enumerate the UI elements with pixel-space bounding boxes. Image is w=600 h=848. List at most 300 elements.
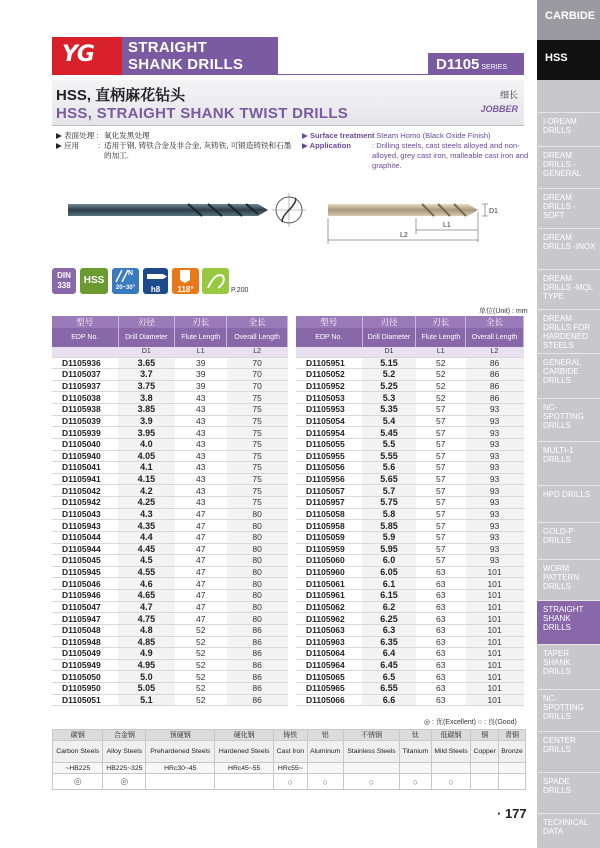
- material-hardness: [499, 763, 526, 774]
- flute-length: 57: [416, 543, 466, 555]
- flute-length: 63: [416, 694, 466, 706]
- flute-length: 43: [175, 462, 227, 474]
- col-l1: L1: [175, 347, 227, 357]
- flute-length: 63: [416, 648, 466, 660]
- drill-table-left: [52, 316, 288, 706]
- flute-length: 43: [175, 450, 227, 462]
- sidebar-item-i-dream[interactable]: I-DREAM DRILLS: [537, 112, 600, 135]
- surface-value-en: : Steam Homo (Black Oxide Finish): [372, 131, 491, 140]
- material-name-cn: 不锈钢: [343, 730, 399, 741]
- table-row: [296, 578, 524, 590]
- helix-type-n-icon: [112, 268, 139, 294]
- brand-logo-text: YG: [62, 42, 94, 67]
- series-code: D1105: [436, 56, 480, 73]
- edp-no: D1105949: [52, 659, 118, 671]
- sidebar-item-dream-mql[interactable]: DREAM DRILLS -MQL TYPE: [537, 269, 600, 301]
- flute-length: 57: [416, 450, 466, 462]
- flute-length: 47: [175, 601, 227, 613]
- overall-length: 93: [466, 462, 524, 474]
- table-row: [296, 497, 524, 509]
- drill-diameter: 4.85: [118, 636, 175, 648]
- drill-diameter: 3.95: [118, 427, 175, 439]
- table-row: [296, 450, 524, 462]
- flute-length: 63: [416, 636, 466, 648]
- flute-length: 52: [175, 694, 227, 706]
- table-row: [296, 590, 524, 602]
- rating-legend: ◎ : 优(Excellent) ○ : 良(Good): [424, 719, 517, 726]
- sidebar-item-dream-general[interactable]: DREAM DRILLS -GENERAL: [537, 146, 600, 178]
- sidebar-item-nc-spotting-carbide[interactable]: NC-SPOTTING DRILLS: [537, 398, 600, 430]
- material-name-cn: 铜: [471, 730, 499, 741]
- application-spiral-icon: [202, 268, 229, 294]
- sidebar-item-worm-pattern[interactable]: WORM PATTERN DRILLS: [537, 559, 600, 591]
- sidebar-item-taper-shank[interactable]: TAPER SHANK DRILLS: [537, 644, 600, 676]
- table-row: [52, 624, 288, 636]
- material-name-cn: 合金钢: [103, 730, 146, 741]
- overall-length: 101: [466, 613, 524, 625]
- material-name-en: Carbon Steels: [53, 741, 103, 763]
- edp-no: D1105058: [296, 508, 362, 520]
- overall-length: 80: [227, 555, 288, 567]
- hss-material-icon: [80, 268, 108, 294]
- overall-length: 86: [227, 624, 288, 636]
- surface-label-cn: ▶ 表面处理 :: [56, 131, 99, 140]
- table-row: [296, 531, 524, 543]
- table-row: [296, 392, 524, 404]
- category-band: [122, 37, 278, 75]
- flute-length: 43: [175, 404, 227, 416]
- drill-diameter: 5.5: [362, 438, 416, 450]
- overall-length: 93: [466, 450, 524, 462]
- flute-length: 57: [416, 531, 466, 543]
- table-row: [296, 380, 524, 392]
- flute-length: 57: [416, 404, 466, 416]
- table-row: [52, 427, 288, 439]
- product-title-en: HSS, STRAIGHT SHANK TWIST DRILLS: [56, 105, 349, 122]
- drill-diameter: 5.65: [362, 473, 416, 485]
- brand-logo: [52, 37, 122, 75]
- overall-length: 86: [466, 369, 524, 381]
- drill-diameter: 5.55: [362, 450, 416, 462]
- flute-length: 57: [416, 462, 466, 474]
- overall-length: 86: [227, 648, 288, 660]
- overall-length: 86: [227, 683, 288, 695]
- col-flute: Flute Length: [416, 328, 466, 347]
- material-hardness: HRc30~45: [146, 763, 215, 774]
- application-sep-cn: :: [98, 141, 101, 150]
- flute-length: 63: [416, 671, 466, 683]
- drill-type-en: JOBBER: [480, 104, 518, 114]
- table-row: [296, 543, 524, 555]
- table-row: [296, 415, 524, 427]
- flute-length: 43: [175, 392, 227, 404]
- overall-length: 86: [227, 671, 288, 683]
- col-flute-cn: 刃长: [416, 316, 466, 328]
- flute-length: 52: [175, 659, 227, 671]
- edp-no: D1105037: [52, 369, 118, 381]
- drill-diameter: 4.95: [118, 659, 175, 671]
- drill-diameter: 6.55: [362, 683, 416, 695]
- point-angle-label: 118°: [177, 285, 194, 294]
- edp-no: D1105951: [296, 357, 362, 369]
- drill-diameter: 6.6: [362, 694, 416, 706]
- edp-no: D1105943: [52, 520, 118, 532]
- point-angle-glyph-icon: [172, 268, 199, 284]
- overall-length: 93: [466, 404, 524, 416]
- edp-no: D1105049: [52, 648, 118, 660]
- drill-diameter: 6.35: [362, 636, 416, 648]
- edp-no: D1105957: [296, 497, 362, 509]
- product-title-bar: [52, 80, 524, 126]
- sidebar-item-multi-1[interactable]: MULTI-1 DRILLS: [537, 441, 600, 464]
- sidebar-item-dream-soft[interactable]: DREAM DRILLS -SOFT: [537, 188, 600, 220]
- material-name-en: Alloy Steels: [103, 741, 146, 763]
- hss-label: HSS: [83, 275, 105, 286]
- edp-no: D1105056: [296, 462, 362, 474]
- flute-length: 63: [416, 624, 466, 636]
- col-l2: L2: [466, 347, 524, 357]
- drill-diameter: 6.2: [362, 601, 416, 613]
- edp-no: D1105950: [52, 683, 118, 695]
- drill-diameter: 5.0: [118, 671, 175, 683]
- table-row: [52, 520, 288, 532]
- col-l2: L2: [227, 347, 288, 357]
- drill-diameter: 4.1: [118, 462, 175, 474]
- point-angle-icon: [172, 268, 199, 294]
- application-label-cn: ▶ 应用: [56, 141, 80, 150]
- drill-diameter: 3.8: [118, 392, 175, 404]
- col-dia: Drill Diameter: [118, 328, 175, 347]
- table-row: [52, 485, 288, 497]
- flute-length: 52: [416, 392, 466, 404]
- flute-length: 47: [175, 531, 227, 543]
- overall-length: 101: [466, 671, 524, 683]
- drill-diameter: 5.25: [362, 380, 416, 392]
- edp-no: D1105937: [52, 380, 118, 392]
- drill-diameter: 4.35: [118, 520, 175, 532]
- tolerance-glyph-icon: [143, 268, 168, 284]
- col-dia-cn: 刃径: [118, 316, 175, 328]
- edp-no: D1105936: [52, 357, 118, 369]
- edp-no: D1105965: [296, 683, 362, 695]
- flute-length: 43: [175, 485, 227, 497]
- material-name-cn: 硬化钢: [215, 730, 274, 741]
- product-title-cn: HSS, 直柄麻花钻头: [56, 87, 186, 104]
- flute-length: 43: [175, 438, 227, 450]
- edp-no: D1105940: [52, 450, 118, 462]
- drill-diameter: 4.8: [118, 624, 175, 636]
- drill-diameter: 3.85: [118, 404, 175, 416]
- overall-length: 75: [227, 415, 288, 427]
- overall-length: 80: [227, 520, 288, 532]
- table-row: [296, 438, 524, 450]
- drill-diameter: 4.6: [118, 578, 175, 590]
- overall-length: 80: [227, 578, 288, 590]
- overall-length: 93: [466, 531, 524, 543]
- overall-length: 86: [466, 380, 524, 392]
- technical-drawing-drill: [328, 204, 488, 244]
- edp-no: D1105043: [52, 508, 118, 520]
- table-row: [52, 531, 288, 543]
- flute-length: 47: [175, 590, 227, 602]
- edp-no: D1105055: [296, 438, 362, 450]
- drill-diameter: 6.1: [362, 578, 416, 590]
- edp-no: D1105047: [52, 601, 118, 613]
- sidebar-item-technical-data[interactable]: TECHNICAL DATA: [537, 813, 600, 836]
- edp-no: D1105964: [296, 659, 362, 671]
- material-rating: ○: [307, 774, 343, 790]
- flute-length: 63: [416, 683, 466, 695]
- table-row: [296, 613, 524, 625]
- table-row: [296, 508, 524, 520]
- edp-no: D1105958: [296, 520, 362, 532]
- material-rating: [471, 774, 499, 790]
- dim-l1-label: L1: [443, 222, 451, 229]
- table-row: [296, 694, 524, 706]
- edp-no: D1105062: [296, 601, 362, 613]
- drill-end-view: [272, 193, 306, 227]
- overall-length: 93: [466, 473, 524, 485]
- flute-length: 63: [416, 566, 466, 578]
- reference-page: P.200: [231, 287, 249, 294]
- material-name-cn: 低碳钢: [431, 730, 471, 741]
- drill-diameter: 4.15: [118, 473, 175, 485]
- sidebar-item-carbide[interactable]: CARBIDE: [537, 0, 600, 40]
- sidebar-item-center[interactable]: CENTER DRILLS: [537, 731, 600, 754]
- edp-no: D1105938: [52, 404, 118, 416]
- sidebar-item-dream-inox[interactable]: DREAM DRILLS -INOX: [537, 228, 600, 251]
- overall-length: 75: [227, 404, 288, 416]
- flute-length: 43: [175, 473, 227, 485]
- flute-length: 57: [416, 555, 466, 567]
- flute-length: 57: [416, 415, 466, 427]
- tolerance-label: h8: [150, 285, 161, 294]
- material-hardness: [400, 763, 432, 774]
- material-name-en: Prehardened Steels: [146, 741, 215, 763]
- drill-diameter: 6.05: [362, 566, 416, 578]
- sidebar-item-straight-shank[interactable]: STRAIGHT SHANK DRILLS: [537, 600, 600, 644]
- material-hardness: HB225~325: [103, 763, 146, 774]
- table-row: [52, 578, 288, 590]
- table-row: [52, 648, 288, 660]
- col-flute: Flute Length: [175, 328, 227, 347]
- table-row: [52, 404, 288, 416]
- overall-length: 70: [227, 369, 288, 381]
- flute-length: 52: [416, 380, 466, 392]
- series-code-badge: [428, 53, 524, 75]
- material-name-en: Aluminum: [307, 741, 343, 763]
- drill-diameter: 4.05: [118, 450, 175, 462]
- overall-length: 93: [466, 555, 524, 567]
- flute-length: 39: [175, 357, 227, 369]
- flute-length: 52: [175, 624, 227, 636]
- drill-diameter: 4.5: [118, 555, 175, 567]
- drill-diameter: 4.4: [118, 531, 175, 543]
- drill-diameter: 4.7: [118, 601, 175, 613]
- surface-value-cn: 氧化发黑处理: [104, 131, 150, 140]
- edp-no: D1105044: [52, 531, 118, 543]
- flute-length: 63: [416, 590, 466, 602]
- table-row: [52, 508, 288, 520]
- series-suffix: SERIES: [481, 64, 508, 71]
- table-row: [52, 473, 288, 485]
- flute-length: 63: [416, 659, 466, 671]
- overall-length: 101: [466, 648, 524, 660]
- sidebar-item-hss[interactable]: HSS: [537, 40, 600, 80]
- material-hardness: [431, 763, 471, 774]
- overall-length: 75: [227, 450, 288, 462]
- edp-no: D1105050: [52, 671, 118, 683]
- edp-no: D1105948: [52, 636, 118, 648]
- application-label-en: ▶ Application: [302, 141, 352, 150]
- table-row: [52, 555, 288, 567]
- material-name-en: Cast Iron: [274, 741, 307, 763]
- edp-no: D1105962: [296, 613, 362, 625]
- overall-length: 75: [227, 392, 288, 404]
- edp-no: D1105941: [52, 473, 118, 485]
- overall-length: 93: [466, 520, 524, 532]
- material-hardness: [471, 763, 499, 774]
- tolerance-h8-icon: [143, 268, 168, 294]
- drill-diameter: 5.15: [362, 357, 416, 369]
- col-edp: EDP No.: [296, 328, 362, 347]
- drill-diameter: 4.25: [118, 497, 175, 509]
- edp-no: D1105942: [52, 497, 118, 509]
- black-oxide-drill: [68, 204, 268, 216]
- table-row: [52, 601, 288, 613]
- table-row: [52, 438, 288, 450]
- edp-no: D1105945: [52, 566, 118, 578]
- overall-length: 93: [466, 508, 524, 520]
- drill-diameter: 5.75: [362, 497, 416, 509]
- overall-length: 101: [466, 659, 524, 671]
- sidebar-item-spade[interactable]: SPADE DRILLS: [537, 772, 600, 795]
- flute-length: 52: [416, 357, 466, 369]
- table-row: [296, 601, 524, 613]
- overall-length: 86: [227, 659, 288, 671]
- drill-diameter: 3.65: [118, 357, 175, 369]
- sidebar-item-gold-p[interactable]: GOLD-P DRILLS: [537, 522, 600, 545]
- table-row: [52, 369, 288, 381]
- table-row: [52, 357, 288, 369]
- flute-length: 43: [175, 415, 227, 427]
- drill-diameter: 5.8: [362, 508, 416, 520]
- table-row: [296, 369, 524, 381]
- spiral-glyph-icon: [202, 268, 229, 294]
- edp-no: D1105956: [296, 473, 362, 485]
- category-title-line1: STRAIGHT: [128, 39, 208, 56]
- material-rating: ○: [343, 774, 399, 790]
- edp-no: D1105041: [52, 462, 118, 474]
- flute-length: 63: [416, 601, 466, 613]
- page-number: · 177: [497, 806, 527, 821]
- edp-no: D1105039: [52, 415, 118, 427]
- edp-no: D1105057: [296, 485, 362, 497]
- edp-no: D1105946: [52, 590, 118, 602]
- sidebar-item-general-carbide[interactable]: GENERAL CARBIDE DRILLS: [537, 353, 600, 385]
- material-name-cn: 铝: [307, 730, 343, 741]
- dim-d1-label: D1: [489, 208, 498, 215]
- flute-length: 57: [416, 520, 466, 532]
- drill-diameter: 5.6: [362, 462, 416, 474]
- drill-diameter: 4.45: [118, 543, 175, 555]
- overall-length: 70: [227, 380, 288, 392]
- flute-length: 52: [175, 671, 227, 683]
- col-edp: EDP No.: [52, 328, 118, 347]
- drill-diameter: 4.2: [118, 485, 175, 497]
- edp-no: D1105939: [52, 427, 118, 439]
- material-name-en: Bronze: [499, 741, 526, 763]
- edp-no: D1105961: [296, 590, 362, 602]
- overall-length: 80: [227, 613, 288, 625]
- flute-length: 52: [175, 636, 227, 648]
- flute-length: 57: [416, 485, 466, 497]
- table-row: [296, 671, 524, 683]
- table-row: [296, 520, 524, 532]
- edp-no: D1105040: [52, 438, 118, 450]
- overall-length: 101: [466, 590, 524, 602]
- edp-no: D1105061: [296, 578, 362, 590]
- table-row: [296, 555, 524, 567]
- sidebar-item-dream-hardened[interactable]: DREAM DRILLS FOR HARDENED STEELS: [537, 309, 600, 350]
- overall-length: 80: [227, 590, 288, 602]
- overall-length: 75: [227, 427, 288, 439]
- flute-length: 57: [416, 497, 466, 509]
- drill-diameter: 4.3: [118, 508, 175, 520]
- table-row: [52, 462, 288, 474]
- overall-length: 93: [466, 543, 524, 555]
- flute-length: 47: [175, 613, 227, 625]
- material-hardness: [343, 763, 399, 774]
- drill-diameter: 5.2: [362, 369, 416, 381]
- edp-no: D1105042: [52, 485, 118, 497]
- overall-length: 93: [466, 438, 524, 450]
- drill-diameter: 5.95: [362, 543, 416, 555]
- edp-no: D1105064: [296, 648, 362, 660]
- overall-length: 80: [227, 531, 288, 543]
- col-overall: Overall Length: [227, 328, 288, 347]
- table-row: [296, 648, 524, 660]
- drill-diameter: 6.0: [362, 555, 416, 567]
- overall-length: 75: [227, 485, 288, 497]
- flute-length: 57: [416, 508, 466, 520]
- drill-diameter: 3.75: [118, 380, 175, 392]
- table-row: [296, 636, 524, 648]
- edp-no: D1105959: [296, 543, 362, 555]
- flute-length: 57: [416, 438, 466, 450]
- material-rating: [215, 774, 274, 790]
- col-overall-cn: 全长: [466, 316, 524, 328]
- flute-length: 47: [175, 555, 227, 567]
- edp-no: D1105052: [296, 369, 362, 381]
- edp-no: D1105955: [296, 450, 362, 462]
- drill-diameter: 6.5: [362, 671, 416, 683]
- table-row: [52, 613, 288, 625]
- material-name-cn: 预硬钢: [146, 730, 215, 741]
- drill-diameter: 4.55: [118, 566, 175, 578]
- sidebar-item-nc-spotting-hss[interactable]: NC-SPOTTING DRILLS: [537, 689, 600, 721]
- edp-no: D1105954: [296, 427, 362, 439]
- sidebar-item-hpd[interactable]: HPD DRILLS: [537, 485, 600, 499]
- drill-diameter: 5.4: [362, 415, 416, 427]
- table-row: [296, 404, 524, 416]
- material-name-en: Copper: [471, 741, 499, 763]
- col-l1: L1: [416, 347, 466, 357]
- category-title-line2: SHANK DRILLS: [128, 56, 244, 73]
- din-number: 338: [57, 281, 71, 290]
- application-value-en: : Drilling steels, cast steels alloyed and non-alloyed, grey cast iron, malleable cast iron and graphite.: [372, 141, 529, 170]
- material-hardness: [307, 763, 343, 774]
